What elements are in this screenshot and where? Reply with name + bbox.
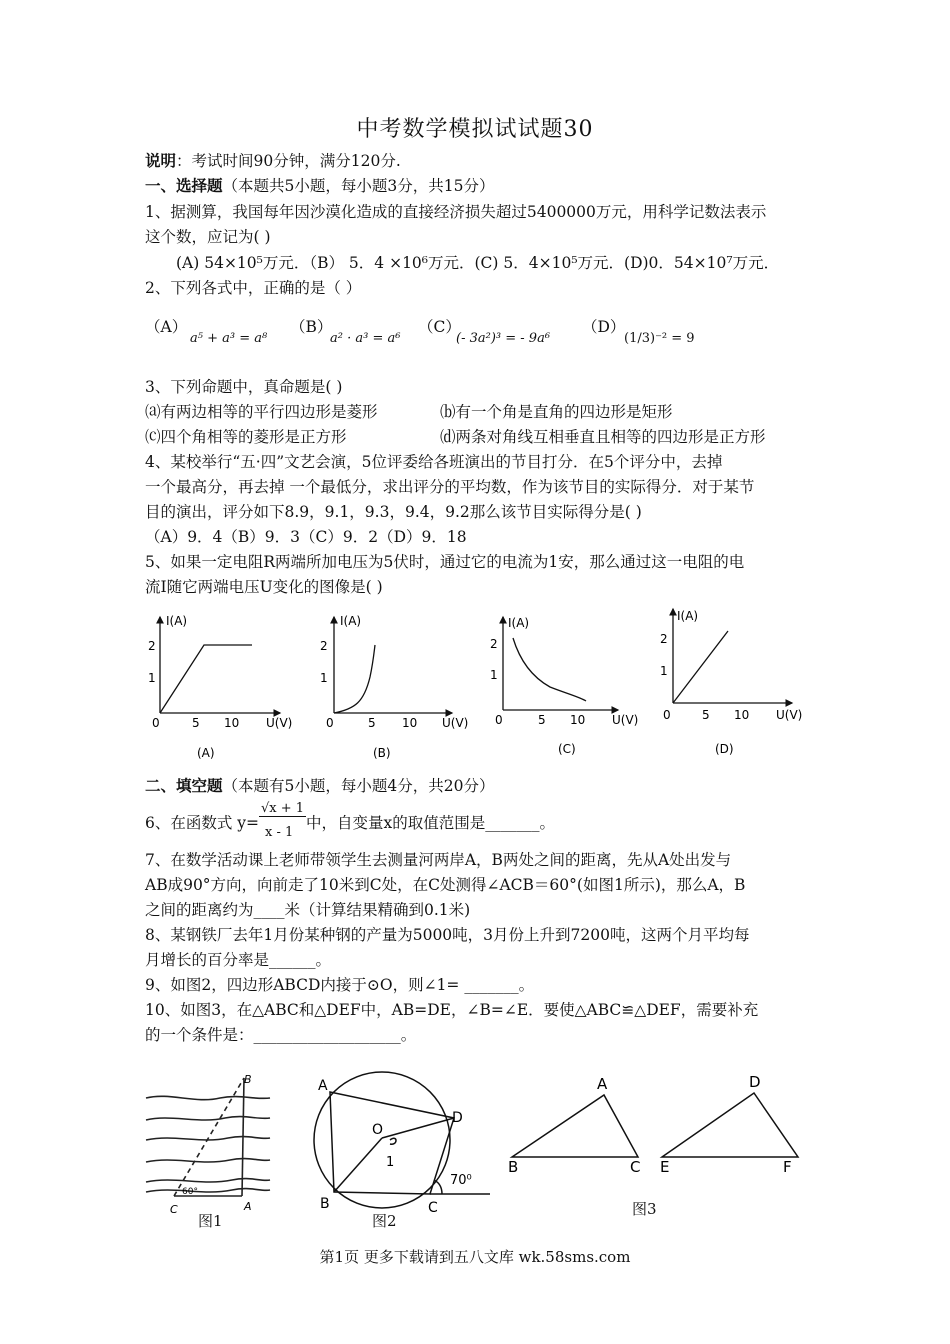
q4-line1: 4、某校举行“五·四”文艺会演，5位评委给各班演出的节目打分．在5个评分中，去掉 [145, 453, 723, 471]
q1-line2: 这个数，应记为( ) [145, 228, 271, 246]
figure-1 [140, 1068, 280, 1228]
quadrilateral-abcd [330, 1092, 454, 1194]
section1-heading [145, 175, 494, 197]
q8-line1: 8、某钢铁厂去年1月份某种钢的产量为5000吨，3月份上升到7200吨，这两个月平均每 [145, 926, 750, 944]
river-line [146, 1096, 270, 1099]
fig2-caption: 图2 [372, 1212, 397, 1230]
fig3-label-d: D [749, 1075, 761, 1091]
section2-heading [145, 775, 494, 797]
graph-a-tick-2: 2 [148, 639, 156, 653]
q2-opt-b-label: （B） [290, 318, 333, 336]
q7-line2: AB成90°方向，向前走了10米到C处，在C处测得∠ACB＝60°(如图1所示)，那么A，B [145, 876, 746, 894]
river-line [146, 1179, 270, 1182]
graph-b-tick-10: 10 [402, 716, 418, 730]
graph-c-y-label: I(A) [508, 616, 530, 630]
graph-a-caption: (A) [197, 746, 215, 760]
section2-label: 二、填空题 [145, 776, 223, 795]
fig3-label-a: A [597, 1075, 608, 1093]
graph-d-caption: (D) [715, 742, 734, 756]
q5-graphs [140, 605, 810, 770]
fig2-label-d: D [452, 1110, 463, 1126]
fig3-label-e: E [660, 1158, 670, 1176]
graph-c-tick-1: 1 [490, 668, 498, 682]
graph-c-tick-5: 5 [538, 713, 546, 727]
fig3-label-f: F [783, 1158, 792, 1176]
river-line [146, 1189, 270, 1192]
graph-a-tick-5: 5 [192, 716, 200, 730]
q1-line1: 1、据测算，我国每年因沙漠化造成的直接经济损失超过5400000万元，用科学记数法表示 [145, 203, 767, 221]
graph-a-y-label: I(A) [166, 614, 188, 628]
graph-b-x-label: U(V) [442, 716, 469, 730]
q4-line2: 一个最高分，再去掉 一个最低分，求出评分的平均数，作为该节目的实际得分．对于某节 [145, 478, 755, 496]
segment-ob [334, 1138, 382, 1192]
graph-c-tick-2: 2 [490, 637, 498, 651]
graph-a-curve [160, 645, 252, 713]
page-title: 中考数学模拟试试题30 [356, 117, 594, 142]
q2-opt-b: a² · a³ = a⁶ [330, 331, 401, 346]
intro-line [145, 150, 401, 172]
q3-opt-c: ⒞四个角相等的菱形是正方形 [145, 428, 347, 446]
graph-a-tick-0: 0 [152, 716, 160, 730]
graph-a-tick-1: 1 [148, 671, 156, 685]
intro-text: ：考试时间90分钟，满分120分. [176, 152, 401, 170]
river-line [146, 1117, 270, 1120]
fig1-caption: 图1 [198, 1212, 223, 1230]
q3-opt-b: ⒝有一个角是直角的四边形是矩形 [440, 403, 673, 421]
fig3-label-b: B [508, 1158, 519, 1176]
q6-numerator: √x + 1 [261, 801, 305, 816]
graph-b-y-label: I(A) [340, 614, 362, 628]
section1-text: （本题共5小题，每小题3分，共15分） [222, 177, 495, 195]
graph-d-y-label: I(A) [677, 609, 699, 623]
q4-options: （A）9．4（B）9．3（C）9．2（D）9．18 [145, 528, 467, 546]
graph-b-tick-2: 2 [320, 639, 328, 653]
q2-opt-a-label: （A） [145, 318, 188, 336]
graph-b-tick-5: 5 [368, 716, 376, 730]
q6-pre: 6、在函数式 y= [145, 814, 260, 832]
graph-c-caption: (C) [558, 742, 576, 756]
graph-b [334, 617, 452, 713]
q2-stem: 2、下列各式中，正确的是（ ） [145, 279, 362, 297]
fig3-label-c: C [630, 1158, 641, 1176]
section1-label: 一、选择题 [145, 176, 223, 195]
graph-c-curve [513, 638, 586, 701]
q3-stem: 3、下列命题中，真命题是( ) [145, 378, 343, 396]
figure-2 [300, 1070, 500, 1220]
q4-line3: 目的演出，评分如下8.9，9.1，9.3，9.4，9.2那么该节目实际得分是( ) [145, 503, 642, 521]
graph-b-caption: (B) [373, 746, 391, 760]
q9-line1: 9、如图2，四边形ABCD内接于⊙O，则∠1= _______。 [145, 976, 535, 994]
graph-b-tick-0: 0 [326, 716, 334, 730]
graph-a [160, 617, 280, 713]
fig2-label-o: O [372, 1122, 384, 1138]
triangle-def [662, 1093, 798, 1157]
graph-c-tick-10: 10 [570, 713, 586, 727]
graph-c-x-label: U(V) [612, 713, 639, 727]
q3-opt-d: ⒟两条对角线互相垂直且相等的四边形是正方形 [440, 428, 766, 446]
fig1-angle: 60° [182, 1187, 198, 1197]
graph-a-tick-10: 10 [224, 716, 240, 730]
q5-line1: 5、如果一定电阻R两端所加电压为5伏时，通过它的电流为1安，那么通过这一电阻的电 [145, 553, 745, 571]
fig2-label-b: B [320, 1196, 330, 1212]
fig1-label-b: B [244, 1073, 252, 1086]
figure-3 [500, 1075, 810, 1180]
q5-line2: 流I随它两端电压U变化的图像是( ) [145, 578, 383, 596]
q2-opt-d: (1/3)⁻² = 9 [624, 331, 695, 346]
graph-d-x-label: U(V) [776, 708, 803, 722]
q2-opt-a: a⁵ + a³ = a⁸ [190, 331, 268, 346]
graph-c-tick-0: 0 [495, 713, 503, 727]
q2-opt-c: (- 3a²)³ = - 9a⁶ [456, 331, 551, 346]
q10-line2: 的一个条件是：___________________。 [145, 1026, 417, 1044]
graph-d-curve [673, 631, 728, 703]
fig2-angle-70: 70⁰ [450, 1173, 472, 1188]
graph-b-tick-1: 1 [320, 671, 328, 685]
fig1-label-a: A [244, 1200, 252, 1213]
fig2-label-1: 1 [386, 1155, 395, 1170]
q8-line2: 月增长的百分率是______。 [145, 951, 332, 969]
fig2-label-a: A [318, 1078, 328, 1094]
graph-d [673, 609, 792, 703]
q1-options: (A) 54×10⁵万元．（B） 5．4 ×10⁶万元．(C) 5．4×10⁵万元．(D)0．54×10⁷万元． [176, 254, 780, 272]
graph-d-tick-10: 10 [734, 708, 750, 722]
graph-a-x-label: U(V) [266, 716, 293, 730]
graph-d-tick-2: 2 [660, 632, 668, 646]
graph-b-curve [334, 645, 375, 713]
q7-line3: 之间的距离约为____米（计算结果精确到0.1米) [145, 901, 471, 919]
graph-d-tick-1: 1 [660, 664, 668, 678]
graph-d-tick-0: 0 [663, 708, 671, 722]
angle-1-arc [390, 1138, 396, 1144]
page-footer: 第1页 更多下载请到五八文库 wk.58sms.com [319, 1248, 631, 1266]
triangle-abc [512, 1095, 638, 1157]
fig1-label-c: C [170, 1203, 178, 1216]
intro-label: 说明 [145, 151, 177, 170]
fig3-caption: 图3 [632, 1200, 657, 1218]
q6-post: 中，自变量x的取值范围是_______。 [306, 814, 555, 832]
q7-line1: 7、在数学活动课上老师带领学生去测量河两岸A，B两处之间的距离，先从A处出发与 [145, 851, 732, 869]
river-line [146, 1159, 270, 1162]
q3-opt-a: ⒜有两边相等的平行四边形是菱形 [145, 403, 378, 421]
graph-c [503, 617, 618, 710]
q10-line1: 10、如图3，在△ABC和△DEF中，AB=DE，∠B=∠E．要使△ABC≌△DEF，需要补充 [145, 1001, 759, 1019]
q2-opt-c-label: （C） [418, 318, 461, 336]
segment-od [382, 1118, 454, 1138]
q2-opt-d-label: （D） [582, 318, 626, 336]
graph-d-tick-5: 5 [702, 708, 710, 722]
fig2-label-c: C [428, 1200, 438, 1216]
q6-denominator: x - 1 [265, 825, 294, 840]
section2-text: （本题有5小题，每小题4分，共20分） [222, 777, 495, 795]
